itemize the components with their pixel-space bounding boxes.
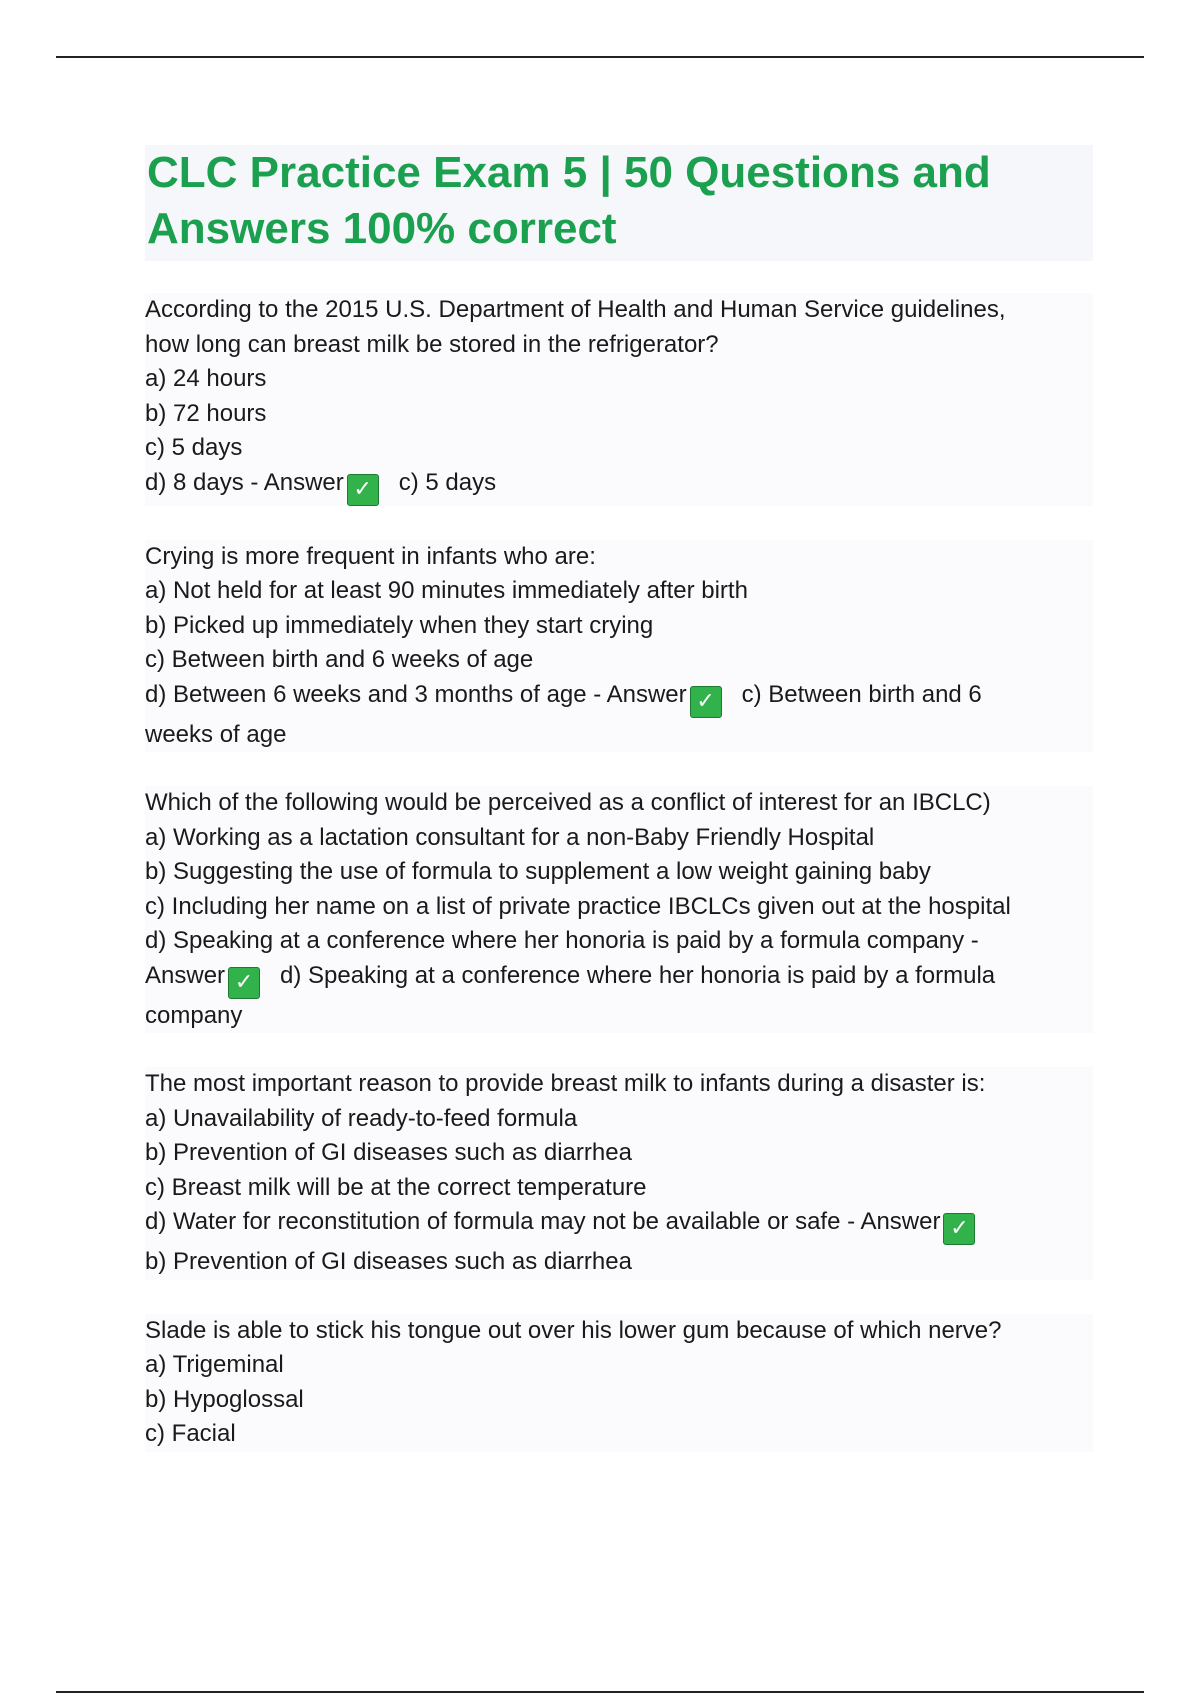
check-box-icon: ✓: [943, 1213, 975, 1245]
correct-answer-continued: company: [145, 1001, 243, 1029]
document-body: [145, 145, 1093, 1486]
answer-option: b) Suggesting the use of formula to supplement a low weight gaining baby: [145, 858, 931, 885]
answer-option: b) Picked up immediately when they start crying: [145, 611, 654, 639]
correct-answer: c) 5 days: [398, 468, 497, 496]
answer-line: [145, 1205, 1093, 1245]
answer-option: c) Including her name on a list of private practice IBCLCs given out at the hospital: [145, 892, 1011, 920]
answer-option: b) 72 hours: [145, 399, 267, 427]
answer-option: c) 5 days: [145, 434, 243, 461]
answer-option: a) Not held for at least 90 minutes immediately after birth: [145, 577, 748, 604]
question-stem: Slade is able to stick his tongue out over his lower gum because of which nerve?: [145, 1316, 1002, 1344]
answer-label: Answer: [145, 961, 226, 989]
correct-answer-continued: b) Prevention of GI diseases such as diarrhea: [145, 1248, 632, 1275]
page-title: CLC Practice Exam 5 | 50 Questions and Answers 100% correct: [147, 148, 991, 253]
answer-option: c) Facial: [145, 1420, 236, 1447]
top-rule: [56, 56, 1144, 58]
answer-option: a) Working as a lactation consultant for a non-Baby Friendly Hospital: [145, 823, 875, 851]
answer-option: c) Between birth and 6 weeks of age: [145, 646, 534, 673]
question-stem: Crying is more frequent in infants who are:: [145, 542, 596, 570]
check-box-icon: ✓: [690, 686, 722, 718]
correct-answer: d) Speaking at a conference where her honoria is paid by a formula: [280, 961, 996, 989]
answer-line: [145, 678, 1093, 718]
correct-answer: c) Between birth and 6: [741, 680, 982, 708]
question-block: [145, 786, 1093, 1033]
answer-line: [145, 466, 1093, 506]
question-block: [145, 293, 1093, 506]
answer-option: b) Prevention of GI diseases such as diarrhea: [145, 1139, 632, 1166]
question-stem: The most important reason to provide breast milk to infants during a disaster is:: [145, 1070, 986, 1097]
answer-option: c) Breast milk will be at the correct temperature: [145, 1173, 647, 1201]
question-stem: Which of the following would be perceived as a conflict of interest for an IBCLC): [145, 789, 991, 816]
answer-option: d) Between 6 weeks and 3 months of age - Answer: [145, 680, 687, 708]
answer-option: d) 8 days - Answer: [145, 468, 344, 496]
correct-answer-continued: weeks of age: [145, 720, 287, 748]
question-stem: According to the 2015 U.S. Department of Health and Human Service guidelines,: [145, 296, 1006, 323]
answer-option: a) Unavailability of ready-to-feed formula: [145, 1104, 578, 1132]
answer-option: a) Trigeminal: [145, 1351, 284, 1378]
question-block: [145, 540, 1093, 753]
title-box: [145, 145, 1093, 261]
answer-option: a) 24 hours: [145, 365, 267, 392]
check-box-icon: ✓: [347, 474, 379, 506]
answer-option: d) Water for reconstitution of formula may not be available or safe - Answer: [145, 1208, 941, 1235]
bottom-rule: [56, 1691, 1144, 1693]
check-box-icon: ✓: [228, 967, 260, 999]
question-block: [145, 1314, 1093, 1452]
answer-line: [145, 959, 1093, 999]
question-block: [145, 1067, 1093, 1280]
answer-option: b) Hypoglossal: [145, 1385, 304, 1413]
answer-option: d) Speaking at a conference where her honoria is paid by a formula company -: [145, 927, 979, 954]
question-stem: how long can breast milk be stored in the refrigerator?: [145, 330, 719, 358]
